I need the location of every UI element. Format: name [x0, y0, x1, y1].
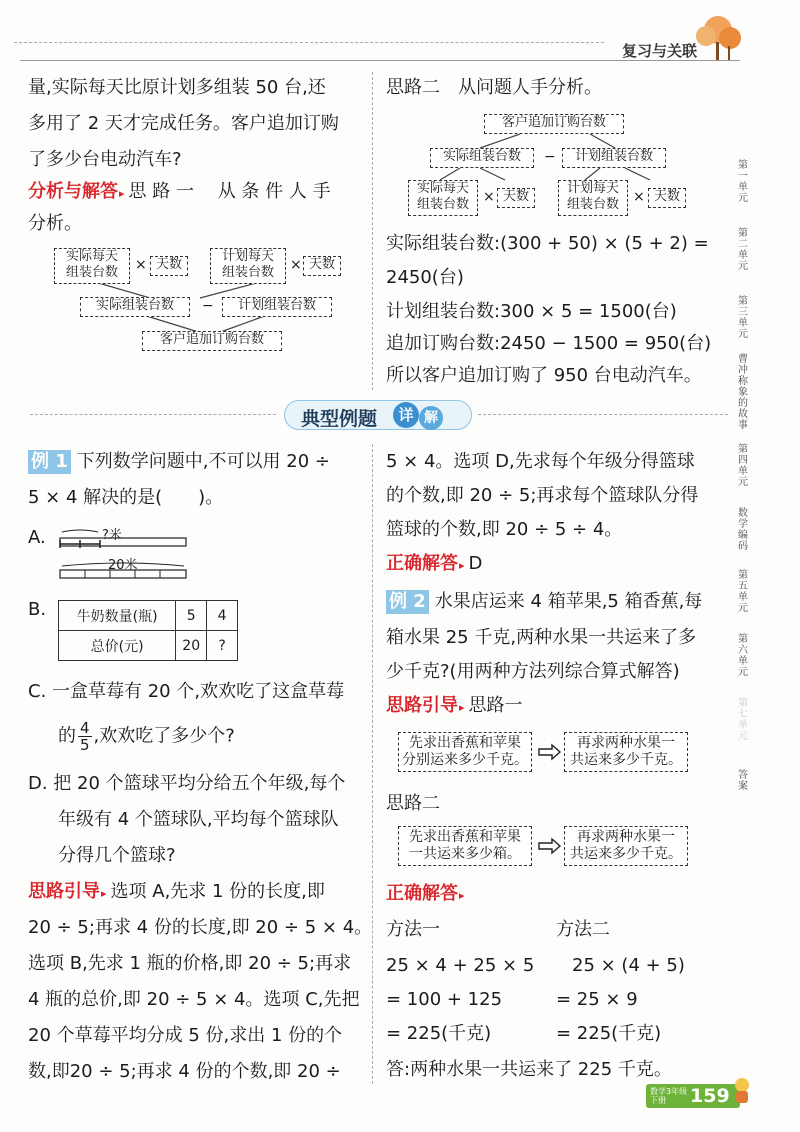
- method2-title: 方法二: [556, 919, 610, 940]
- option-a-total-label: 20米: [108, 558, 138, 573]
- idea2-box-2: 再求两种水果一 共运来多少千克。: [564, 826, 688, 866]
- minus-sign: −: [202, 298, 214, 314]
- banner-badge-1: 详: [393, 402, 419, 428]
- left-plan-per-day-box: 计划每天 组装台数: [210, 248, 286, 284]
- top-left-line-2: 多用了 2 天才完成任务。客户追加订购: [28, 113, 339, 134]
- example2-guide-label: 思路引导: [386, 695, 458, 716]
- cont-line-1: 5 × 4。选项 D,先求每个年级分得篮球: [386, 451, 695, 472]
- fraction-denominator: 5: [80, 736, 90, 754]
- times-sign: ×: [290, 257, 302, 273]
- example1-question-text: 下列数学问题中,不可以用 20 ÷: [76, 451, 330, 472]
- left-extra-order-box: 客户追加订购台数: [142, 331, 282, 351]
- arrow-right-icon: ▸: [459, 889, 465, 902]
- answer2-label: 正确解答: [386, 883, 458, 904]
- example1-question-2: 5 × 4 解决的是( )。: [28, 487, 224, 508]
- double-arrow-icon: [538, 838, 562, 854]
- method2-step-1: 25 × (4 + 5): [572, 955, 685, 976]
- option-d-line-3: 分得几个篮球?: [58, 845, 176, 866]
- guide-line-6: 数,即20 ÷ 5;再求 4 份的个数,即 20 ÷: [28, 1061, 341, 1082]
- option-c-line-1: C. 一盒草莓有 20 个,欢欢吃了这盒草莓: [28, 681, 345, 702]
- right-days-box-2: 天数: [648, 188, 686, 208]
- left-days-box-2: 天数: [303, 256, 341, 276]
- sidebar-item-unit6[interactable]: 第六单元: [738, 634, 748, 678]
- banner-badge-2: 解: [419, 406, 443, 430]
- method2-step-2: = 25 × 9: [556, 989, 638, 1010]
- method2-step-3: = 225(千克): [556, 1023, 662, 1044]
- method1-step-2: = 100 + 125: [386, 989, 503, 1010]
- idea1-box-1: 先求出香蕉和苹果 分别运来多少千克。: [398, 732, 532, 772]
- option-d-line-1: D. 把 20 个篮球平均分给五个年级,每个: [28, 773, 346, 794]
- left-actual-per-day-box: 实际每天 组装台数: [54, 248, 130, 284]
- arrow-right-icon: ▸: [459, 701, 465, 714]
- guide-text: 选项 A,先求 1 份的长度,即: [110, 881, 325, 902]
- header-title: 复习与关联: [622, 42, 698, 60]
- right-extra-order-box: 客户追加订购台数: [484, 114, 624, 134]
- method1-step-3: = 225(千克): [386, 1023, 492, 1044]
- sidebar-item-unit4[interactable]: 第四单元: [738, 444, 748, 488]
- table-cell: 4: [207, 601, 238, 631]
- right-plan-per-day-box: 计划每天 组装台数: [558, 180, 628, 216]
- sidebar-item-story[interactable]: 曹冲称象的故事: [738, 354, 748, 431]
- option-d-line-2: 年级有 4 个篮球队,平均每个篮球队: [58, 809, 339, 830]
- arrow-right-icon: ▸: [459, 559, 465, 572]
- answer1-value: D: [468, 553, 483, 574]
- calc-line-2: 2450(台): [386, 267, 464, 288]
- left-days-box-1: 天数: [150, 256, 188, 276]
- sidebar-item-unit2[interactable]: 第二单元: [738, 228, 748, 272]
- cont-line-3: 篮球的个数,即 20 ÷ 5 ÷ 4。: [386, 519, 623, 540]
- page-number: 159: [690, 1085, 730, 1107]
- arrow-right-icon: ▸: [101, 887, 107, 900]
- method1-step-1: 25 × 4 + 25 × 5: [386, 955, 535, 976]
- sidebar-item-unit1[interactable]: 第一单元: [738, 160, 748, 204]
- option-c-line-2: [58, 720, 235, 753]
- idea2-box-1: 先求出香蕉和苹果 一共运来多少箱。: [398, 826, 532, 866]
- guide-line-1: [28, 880, 325, 906]
- option-b-label: B.: [28, 599, 47, 620]
- guide-line-5: 20 个草莓平均分成 5 份,求出 1 份的个: [28, 1025, 343, 1046]
- right-days-box-1: 天数: [497, 188, 535, 208]
- method1-title: 方法一: [386, 919, 440, 940]
- sidebar-item-coding[interactable]: 数学编码: [738, 508, 748, 552]
- answer1-label: 正确解答: [386, 553, 458, 574]
- banner-title: 典型例题: [301, 408, 378, 430]
- example2-guide-line: [386, 694, 523, 720]
- right-actual-per-day-box: 实际每天 组装台数: [408, 180, 478, 216]
- option-c-post: ,欢欢吃了多少个?: [93, 725, 235, 747]
- guide-label: 思路引导: [28, 881, 100, 902]
- option-a-q-label: ?米: [102, 528, 122, 543]
- cont-line-2: 的个数,即 20 ÷ 5;再求每个篮球队分得: [386, 485, 699, 506]
- guide-line-2: 20 ÷ 5;再求 4 份的长度,即 20 ÷ 5 × 4。: [28, 917, 373, 938]
- example2-idea2: 思路二: [386, 793, 440, 814]
- answer1-line: [386, 552, 482, 578]
- right-plan-total-box: 计划组装台数: [562, 148, 666, 168]
- idea1-cont: 分析。: [28, 213, 82, 234]
- double-arrow-icon: [538, 744, 562, 760]
- option-b-table: [58, 600, 238, 661]
- left-plan-total-box: 计划组装台数: [222, 297, 332, 317]
- sidebar-item-unit5[interactable]: 第五单元: [738, 570, 748, 614]
- banner-dashes-right: [478, 414, 728, 415]
- option-a-label: A.: [28, 527, 46, 548]
- mascot-icon: [730, 1076, 754, 1106]
- sidebar-item-unit7[interactable]: 第七单元: [738, 698, 748, 742]
- top-left-line-1: 量,实际每天比原计划多组装 50 台,还: [28, 77, 326, 98]
- minus-sign: −: [544, 149, 556, 165]
- idea1-box-2: 再求两种水果一 共运来多少千克。: [564, 732, 688, 772]
- times-sign: ×: [633, 189, 645, 205]
- sidebar-item-answers[interactable]: 答案: [738, 770, 748, 792]
- arrow-right-icon: ▸: [119, 187, 125, 200]
- table-cell: ?: [207, 631, 238, 661]
- example2-question-text: 水果店运来 4 箱苹果,5 箱香蕉,每: [434, 591, 703, 612]
- right-actual-total-box: 实际组装台数: [430, 148, 534, 168]
- guide-line-4: 4 瓶的总价,即 20 ÷ 5 × 4。选项 C,先把: [28, 989, 360, 1010]
- calc-line-5: 所以客户追加订购了 950 台电动汽车。: [386, 365, 702, 386]
- option-a-segment-diagram: [0, 0, 200, 590]
- times-sign: ×: [483, 189, 495, 205]
- banner: [284, 400, 472, 430]
- fraction: [78, 720, 92, 753]
- guide-line-3: 选项 B,先求 1 瓶的价格,即 20 ÷ 5;再求: [28, 953, 352, 974]
- bottom-column-divider: [372, 444, 373, 1084]
- example2-tag: 例 2: [386, 590, 429, 614]
- calc-line-1: 实际组装台数:(300 + 50) × (5 + 2) =: [386, 233, 709, 254]
- final-answer: 答:两种水果一共运来了 225 千克。: [386, 1059, 672, 1080]
- idea1-text: 思 路 一 从 条 件 人 手: [128, 181, 331, 202]
- calc-line-3: 计划组装台数:300 × 5 = 1500(台): [386, 301, 677, 322]
- idea2-title: 思路二 从问题人手分析。: [386, 77, 602, 98]
- example2-question-2: 箱水果 25 千克,两种水果一共运来了多: [386, 627, 697, 648]
- fraction-numerator: 4: [80, 719, 90, 737]
- sidebar-item-unit3[interactable]: 第三单元: [738, 296, 748, 340]
- footer-small-text: 数学3年级下册: [650, 1087, 688, 1105]
- example1-tag: 例 1: [28, 450, 71, 474]
- left-actual-total-box: 实际组装台数: [80, 297, 190, 317]
- analysis-label: 分析与解答: [28, 181, 118, 202]
- footer-badge: [646, 1084, 740, 1108]
- answer2-line: [386, 882, 469, 908]
- table-cell: 牛奶数量(瓶): [59, 601, 176, 631]
- calc-line-4: 追加订购台数:2450 − 1500 = 950(台): [386, 333, 712, 354]
- table-cell: 总价(元): [59, 631, 176, 661]
- times-sign: ×: [135, 257, 147, 273]
- example2-question-1: [386, 590, 702, 614]
- example2-idea1: 思路一: [468, 695, 523, 716]
- option-c-pre: 的: [58, 725, 76, 747]
- example2-question-3: 少千克?(用两种方法列综合算式解答): [386, 661, 680, 682]
- table-cell: 5: [176, 601, 207, 631]
- top-left-line-3: 了多少台电动汽车?: [28, 149, 182, 170]
- table-cell: 20: [176, 631, 207, 661]
